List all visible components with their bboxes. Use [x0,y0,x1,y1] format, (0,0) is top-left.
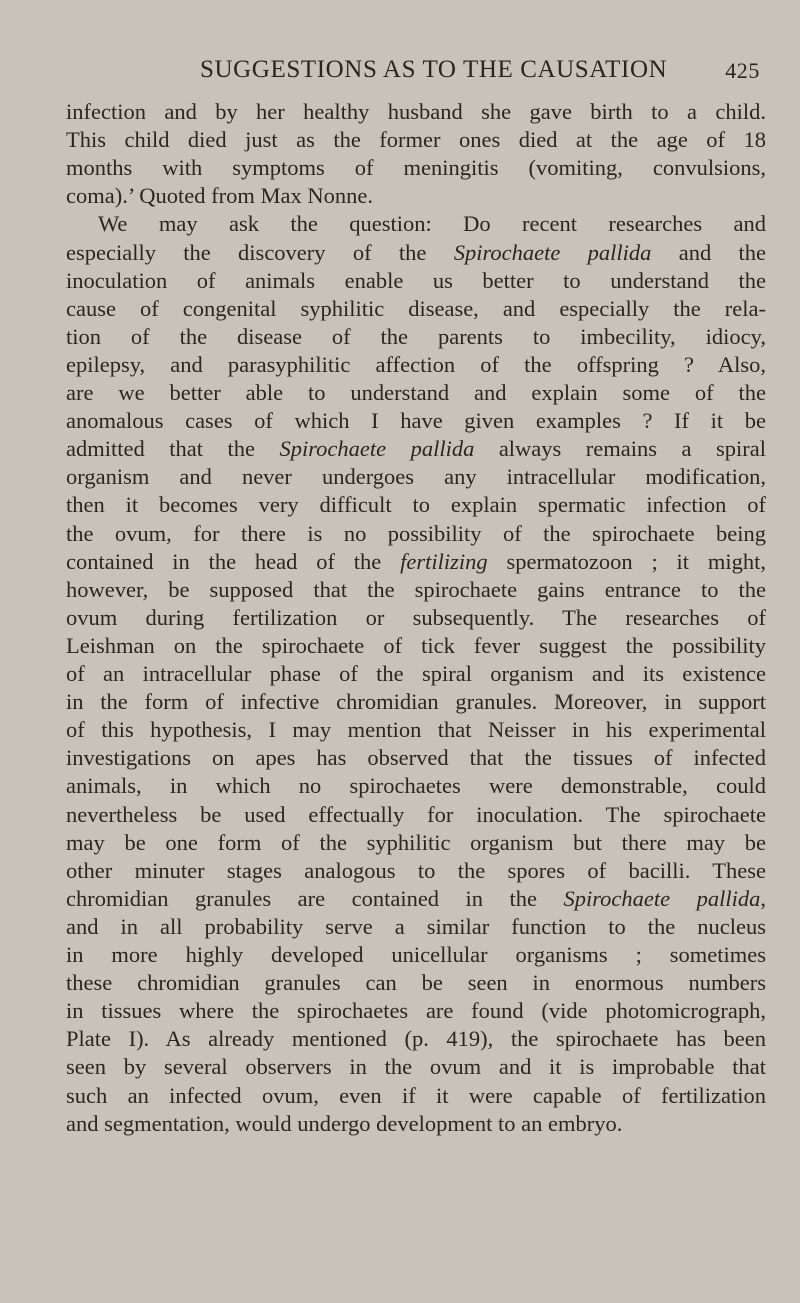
text-line: of this hypothesis, I may mention that Neisser in his experimental [66,717,766,743]
text-line [66,548,766,576]
text-line: animals, in which no spirochaetes were demonstrable, could [66,773,766,799]
text-line: these chromidian granules can be seen in enormous numbers [66,970,766,996]
text-run: admitted that the [66,436,280,462]
text-line: the ovum, for there is no possibility of the spirochaete being [66,520,766,546]
text-line: investigations on apes has observed that the tissues of infected [66,745,766,771]
text-line: nevertheless be used effectually for inoculation. The spirochaete [66,801,766,827]
text-line [66,239,766,267]
text-line: infection and by her healthy husband she gave birth to a child. [66,99,766,124]
text-line: organism and never undergoes any intracellular modification, [66,464,766,490]
text-line: months with symptoms of meningitis (vomiting, convulsions, [66,155,766,181]
text-line: seen by several observers in the ovum and it is improbable that [66,1054,766,1080]
text-line [66,885,766,913]
text-line: We may ask the question: Do recent researches and [98,211,766,237]
text-line: may be one form of the syphilitic organism but there may be [66,829,766,855]
text-line: and in all probability serve a similar function to the nucleus [66,913,766,939]
text-line: are we better able to understand and explain some of the [66,380,766,405]
text-line: however, be supposed that the spirochaete gains entrance to the [66,576,766,602]
text-line: in tissues where the spirochaetes are found (vide photomicrograph, [66,998,766,1024]
running-head-title: SUGGESTIONS AS TO THE CAUSATION [200,56,668,83]
text-run: spermatozoon ; it might, [487,548,767,574]
running-head [200,56,760,96]
italic-term: fertilizing [400,548,488,574]
italic-term: Spirochaete pallida [563,885,761,911]
text-line: Leishman on the spirochaete of tick fever suggest the possibility [66,632,766,658]
italic-term: Spirochaete pallida [279,436,475,462]
text-run: especially the discovery of the [66,239,454,265]
text-line: anomalous cases of which I have given examples ? If it be [66,408,766,434]
italic-term: Spirochaete pallida [453,239,652,265]
text-line: This child died just as the former ones died at the age of 18 [66,127,766,153]
text-run: chromidian granules are contained in the [66,885,564,911]
text-line: in the form of infective chromidian granules. Moreover, in support [66,689,766,715]
text-line: then it becomes very difficult to explain spermatic infection of [66,492,766,518]
text-line: Plate I). As already mentioned (p. 419), the spirochaete has been [66,1026,766,1052]
text-line: ovum during fertilization or subsequently. The researches of [66,604,766,630]
text-line: of an intracellular phase of the spiral organism and its existence [66,661,766,686]
text-run: , [760,885,766,911]
text-line: such an infected ovum, even if it were capable of fertilization [66,1082,766,1108]
text-line: cause of congenital syphilitic disease, and especially the rela- [66,295,766,321]
page-number: 425 [725,58,760,83]
text-line: other minuter stages analogous to the spores of bacilli. These [66,857,766,883]
text-line [66,435,766,463]
text-run: contained in the head of the [66,548,401,574]
text-line: inoculation of animals enable us better to understand the [66,267,766,293]
text-line: in more highly developed unicellular organisms ; sometimes [66,942,766,967]
text-line: tion of the disease of the parents to imbecility, idiocy, [66,323,766,349]
text-run: always remains a spiral [474,436,766,462]
text-line: and segmentation, would undergo development to an embryo. [66,1110,623,1136]
text-line: coma).’ Quoted from Max Nonne. [66,183,373,209]
text-line: epilepsy, and parasyphilitic affection of the offspring ? Also, [66,351,766,377]
text-run: and the [651,239,766,265]
